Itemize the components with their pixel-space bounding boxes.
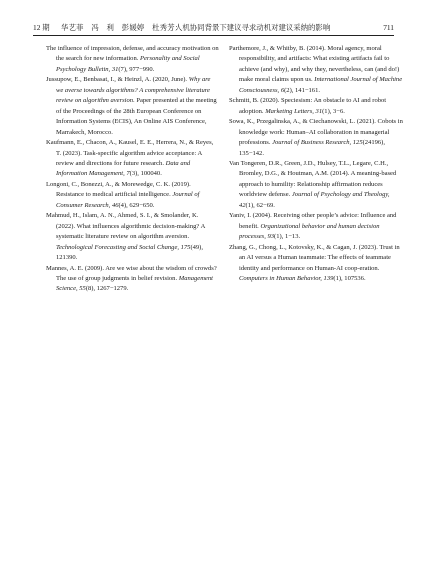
- reference-item: Jussupow, E., Benbasat, I., & Heinzl, A. (2020, June). Why are we averse towards algorithms? A comprehensive literature review on algorithm aversion. Paper presented at the meeting of the Proceedings of the 28th European Conference on Information Systems (ECIS), An Online AIS Conference, Marrakech, Morocco.: [46, 76, 217, 136]
- reference-item: Kaufmann, E., Chacon, A., Kausel, E. E., Herrera, N., & Reyes, T. (2023). Task-specific algorithm advice acceptance: A review and directions for future research. Data and Information Management, 7(3), 100040.: [46, 139, 214, 178]
- reference-item: Van Tongeren, D.R., Green, J.D., Hulsey, T.L., Legare, C.H., Bromley, D.G., & Houtman, A.M. (2014). A meaning-based approach to humility: Relationship affirmation reduces worldview defense. Journal of Psychology and Theology, 42(1), 62−69.: [229, 159, 397, 209]
- running-header: [33, 21, 394, 36]
- references-right-column: [229, 44, 404, 284]
- header-authors: 华艺菲 冯 利 彭媛婷 杜秀芳：: [61, 23, 183, 32]
- reference-item: Zhang, G., Chong, L., Kotovsky, K., & Cagan, J. (2023). Trust in an AI versus a Human teammate: The effects of teammate identity and performance on Human-AI coop-eration. Computers in Human Behavior, 139(1), 107536.: [229, 243, 400, 282]
- reference-item: Longoni, C., Bonezzi, A., & Morewedge, C. K. (2019). Resistance to medical artificial intelligence. Journal of Consumer Research, 46(4), 629−650.: [46, 180, 200, 209]
- reference-item: Sowa, K., Przegalinska, A., & Ciechanowski, L. (2021). Cobots in knowledge work: Human–AI collaboration in managerial professions. Journal of Business Research, 125(24196), 135−142.: [229, 118, 403, 157]
- references-left-column: [46, 44, 219, 295]
- reference-item: Mannes, A. E. (2009). Are we wise about the wisdom of crowds? The use of group judgments in belief revision. Management Science, 55(8), 1267−1279.: [46, 264, 217, 293]
- page-number: 711: [383, 23, 394, 32]
- reference-item: Schmitt, B. (2020). Speciesism: An obstacle to AI and robot adoption. Marketing Letters, 31(1), 3−6.: [229, 97, 387, 115]
- reference-item: Parthemore, J., & Whitby, B. (2014). Moral agency, moral responsibility, and artifacts: What existing artifacts fail to achieve (and why), and why they, nevertheless, can (and do!) make moral claims upon us. International Journal of Machine Consciousness, 6(2), 141−161.: [229, 45, 403, 94]
- reference-item: Mahmud, H., Islam, A. N., Ahmed, S. I., & Smolander, K. (2022). What influences algorithmic decision-making? A systematic literature review on algorithm aversion. Technological Forecasting and Social Change, 175(49), 121390.: [46, 212, 205, 262]
- reference-item: Yaniv, I. (2004). Receiving other people’s advice: Influence and benefit. Organizational behavior and human decision processes, 93(1), 1−13.: [229, 212, 397, 241]
- reference-item: The influence of impression, defense, and accuracy motivation on the search for new information. Personality and Social Psychology Bulletin, 31(7), 977−990.: [46, 45, 219, 73]
- issue-number: 12 期: [33, 23, 50, 32]
- header-title: 人机协同背景下建议寻求动机对建议采纳的影响: [175, 23, 331, 32]
